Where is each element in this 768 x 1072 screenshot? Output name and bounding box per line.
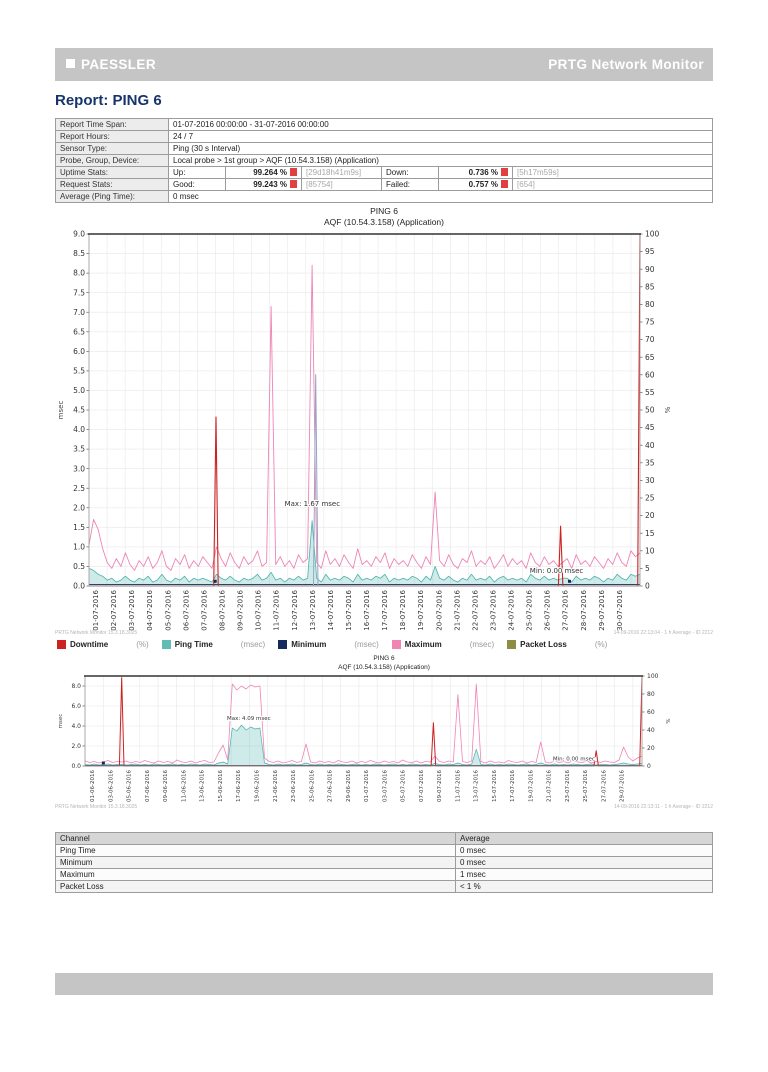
request-good-detail: [85754]: [302, 179, 382, 191]
chart-two-month: [55, 655, 713, 810]
svg-text:29-06-2016: 29-06-2016: [345, 769, 352, 802]
svg-text:%: %: [664, 406, 672, 414]
svg-text:13-07-2016: 13-07-2016: [308, 590, 317, 631]
svg-text:07-07-2016: 07-07-2016: [200, 590, 209, 631]
svg-text:100: 100: [645, 229, 660, 239]
summary-table-body: [56, 844, 713, 892]
svg-text:27-07-2016: 27-07-2016: [601, 769, 608, 802]
svg-text:%: %: [666, 718, 672, 724]
svg-text:35: 35: [645, 458, 655, 468]
svg-text:80: 80: [647, 691, 655, 699]
svg-text:11-07-2016: 11-07-2016: [455, 769, 462, 802]
svg-text:01-07-2016: 01-07-2016: [364, 769, 371, 802]
summary-channel-cell: Ping Time: [56, 844, 456, 856]
legend-unit: (%): [594, 640, 608, 650]
svg-text:13-07-2016: 13-07-2016: [473, 769, 480, 802]
svg-text:10-07-2016: 10-07-2016: [254, 590, 263, 631]
month-chart-plot: [55, 228, 713, 632]
svg-text:07-06-2016: 07-06-2016: [144, 769, 151, 802]
svg-text:06-07-2016: 06-07-2016: [182, 590, 191, 631]
info-row-device: [56, 155, 713, 167]
svg-text:23-06-2016: 23-06-2016: [291, 769, 297, 802]
chart-title-line1: PING 6: [370, 206, 398, 216]
summary-row: [56, 880, 713, 892]
svg-text:40: 40: [645, 440, 655, 450]
svg-text:09-07-2016: 09-07-2016: [236, 590, 245, 631]
legend-unit: (msec): [240, 640, 266, 650]
uptime-up-key: Up:: [169, 167, 226, 179]
svg-text:26-07-2016: 26-07-2016: [543, 590, 552, 631]
svg-text:21-07-2016: 21-07-2016: [546, 769, 553, 802]
legend-swatch: [162, 640, 171, 649]
svg-text:0.5: 0.5: [73, 562, 85, 572]
info-label: Report Time Span:: [56, 119, 169, 131]
svg-text:8.0: 8.0: [73, 268, 85, 278]
svg-text:15-06-2016: 15-06-2016: [218, 769, 224, 802]
svg-text:19-07-2016: 19-07-2016: [417, 590, 426, 631]
svg-text:40: 40: [647, 727, 655, 735]
request-failed-value: 0.757 %: [439, 179, 513, 191]
svg-text:21-06-2016: 21-06-2016: [272, 769, 279, 802]
svg-text:13-06-2016: 13-06-2016: [199, 769, 206, 802]
svg-text:10: 10: [645, 546, 655, 556]
chart-month: [55, 206, 713, 649]
uptime-down-bar: [501, 168, 508, 176]
svg-text:3.5: 3.5: [73, 444, 85, 454]
brand-label: PAESSLER: [81, 57, 156, 72]
svg-text:09-06-2016: 09-06-2016: [163, 769, 170, 802]
svg-text:24-07-2016: 24-07-2016: [507, 590, 516, 631]
channel-summary-table: [55, 832, 713, 893]
svg-text:20: 20: [647, 745, 655, 753]
svg-text:12-07-2016: 12-07-2016: [290, 590, 299, 631]
summary-header-average: Average: [456, 832, 713, 844]
svg-text:23-07-2016: 23-07-2016: [489, 590, 498, 631]
svg-text:9.0: 9.0: [73, 229, 85, 239]
svg-text:17-07-2016: 17-07-2016: [381, 590, 390, 631]
svg-text:30-07-2016: 30-07-2016: [615, 590, 624, 631]
info-row-hours: [56, 131, 713, 143]
chart-two-month-title: [55, 655, 713, 672]
svg-text:55: 55: [645, 388, 655, 398]
info-row-uptime: [56, 167, 713, 179]
info-label: Request Stats:: [56, 179, 169, 191]
svg-text:03-07-2016: 03-07-2016: [382, 769, 389, 802]
svg-text:17-06-2016: 17-06-2016: [236, 769, 243, 802]
svg-text:25: 25: [645, 493, 655, 503]
svg-text:msec: msec: [57, 400, 65, 420]
svg-text:08-07-2016: 08-07-2016: [218, 590, 227, 631]
summary-row: [56, 856, 713, 868]
paessler-brand: [64, 57, 156, 72]
uptime-up-value: 99.264 %: [226, 167, 302, 179]
request-failed-detail: [654]: [513, 179, 713, 191]
chart-title-line1: PING 6: [373, 655, 395, 663]
svg-text:04-07-2016: 04-07-2016: [146, 590, 155, 631]
uptime-up-bar: [290, 168, 297, 176]
svg-text:85: 85: [645, 282, 655, 292]
svg-text:6.0: 6.0: [73, 347, 85, 357]
svg-text:4.0: 4.0: [71, 723, 81, 731]
request-good-bar: [290, 180, 297, 188]
footer-bar: [55, 973, 713, 995]
svg-text:22-07-2016: 22-07-2016: [471, 590, 480, 631]
svg-text:msec: msec: [58, 713, 64, 729]
svg-text:0: 0: [647, 763, 651, 771]
svg-text:Min: 0.00 msec: Min: 0.00 msec: [552, 756, 595, 763]
legend-swatch: [392, 640, 401, 649]
info-value: 24 / 7: [169, 131, 713, 143]
svg-text:8.5: 8.5: [73, 249, 85, 259]
svg-text:0: 0: [645, 581, 650, 591]
svg-text:01-06-2016: 01-06-2016: [90, 769, 97, 802]
summary-header-channel: Channel: [56, 832, 456, 844]
legend-label: Downtime: [70, 640, 109, 650]
svg-text:29-07-2016: 29-07-2016: [619, 769, 626, 802]
svg-text:80: 80: [645, 300, 655, 310]
request-failed-bar: [501, 180, 508, 188]
report-page: [0, 48, 768, 995]
svg-text:05-07-2016: 05-07-2016: [400, 769, 407, 802]
svg-text:3.0: 3.0: [73, 464, 85, 474]
svg-text:19-07-2016: 19-07-2016: [528, 769, 535, 802]
svg-text:45: 45: [645, 423, 655, 433]
legend-swatch: [507, 640, 516, 649]
uptime-down-detail: [5h17m59s]: [513, 167, 713, 179]
svg-text:Max: 4.09 msec: Max: 4.09 msec: [227, 715, 271, 722]
info-label: Average (Ping Time):: [56, 191, 169, 203]
report-info-table: [55, 118, 713, 203]
svg-text:50: 50: [645, 405, 655, 415]
chart-timestamp-text: 14-09-2016 22:13:04 - 1 h Average - ID 2212: [613, 630, 713, 637]
svg-text:05-07-2016: 05-07-2016: [164, 590, 173, 631]
chart-two-month-meta: [55, 804, 713, 810]
svg-text:25-07-2016: 25-07-2016: [525, 590, 534, 631]
svg-text:8.0: 8.0: [71, 683, 81, 691]
svg-text:60: 60: [647, 709, 655, 717]
svg-text:29-07-2016: 29-07-2016: [597, 590, 606, 631]
svg-text:7.0: 7.0: [73, 307, 85, 317]
legend-swatch: [278, 640, 287, 649]
svg-text:17-07-2016: 17-07-2016: [510, 769, 517, 802]
info-label: Sensor Type:: [56, 143, 169, 155]
request-good-value: 99.243 %: [226, 179, 302, 191]
svg-text:100: 100: [647, 673, 659, 681]
svg-text:90: 90: [645, 264, 655, 274]
svg-text:02-07-2016: 02-07-2016: [110, 590, 119, 631]
summary-row: [56, 844, 713, 856]
info-row-average: [56, 191, 713, 203]
summary-channel-cell: Maximum: [56, 868, 456, 880]
svg-text:07-07-2016: 07-07-2016: [418, 769, 425, 802]
svg-text:5.0: 5.0: [73, 386, 85, 396]
svg-text:1.0: 1.0: [73, 542, 85, 552]
svg-text:65: 65: [645, 352, 655, 362]
prtg-version-text: PRTG Network Monitor 15.3.18.3025: [55, 630, 138, 637]
two-month-chart-plot: [55, 672, 713, 806]
svg-text:6.5: 6.5: [73, 327, 85, 337]
legend-label: Minimum: [291, 640, 327, 650]
legend-swatch: [57, 640, 66, 649]
chart-month-title: [55, 206, 713, 228]
info-label: Probe, Group, Device:: [56, 155, 169, 167]
svg-text:75: 75: [645, 317, 655, 327]
svg-text:0.0: 0.0: [71, 763, 81, 771]
svg-text:15-07-2016: 15-07-2016: [491, 769, 498, 802]
summary-row: [56, 868, 713, 880]
info-label: Uptime Stats:: [56, 167, 169, 179]
summary-average-cell: 0 msec: [456, 844, 713, 856]
svg-text:25-07-2016: 25-07-2016: [583, 769, 590, 802]
uptime-down-key: Down:: [382, 167, 439, 179]
summary-channel-cell: Minimum: [56, 856, 456, 868]
svg-text:03-06-2016: 03-06-2016: [108, 769, 115, 802]
svg-text:95: 95: [645, 247, 655, 257]
legend-label: Ping Time: [174, 640, 213, 650]
chart-title-line2: AQF (10.54.3.158) (Application): [338, 663, 430, 671]
svg-text:25-06-2016: 25-06-2016: [309, 769, 316, 802]
svg-text:1.5: 1.5: [73, 523, 85, 533]
summary-average-cell: 1 msec: [456, 868, 713, 880]
info-value: 0 msec: [169, 191, 713, 203]
svg-text:03-07-2016: 03-07-2016: [128, 590, 137, 631]
info-value: 01-07-2016 00:00:00 - 31-07-2016 00:00:00: [169, 119, 713, 131]
svg-text:4.0: 4.0: [73, 425, 85, 435]
legend-label: Maximum: [404, 640, 442, 650]
svg-text:4.5: 4.5: [73, 405, 85, 415]
legend-unit: (msec): [354, 640, 379, 650]
svg-text:2.5: 2.5: [73, 483, 85, 493]
svg-text:28-07-2016: 28-07-2016: [579, 590, 588, 631]
legend: [57, 640, 713, 649]
legend-label: Packet Loss: [520, 640, 567, 650]
svg-text:30: 30: [645, 476, 655, 486]
chart-timestamp-text: 14-09-2016 22:13:11 - 1 h Average - ID 2212: [613, 803, 713, 810]
svg-text:20-07-2016: 20-07-2016: [435, 590, 444, 631]
request-failed-key: Failed:: [382, 179, 439, 191]
svg-text:14-07-2016: 14-07-2016: [326, 590, 335, 631]
summary-average-cell: 0 msec: [456, 856, 713, 868]
info-value: Local probe > 1st group > AQF (10.54.3.158) (Application): [169, 155, 713, 167]
header-bar: [55, 48, 713, 81]
svg-text:Max: 1.67 msec: Max: 1.67 msec: [284, 499, 341, 508]
uptime-down-value: 0.736 %: [439, 167, 513, 179]
svg-text:0.0: 0.0: [73, 581, 85, 591]
svg-text:15-07-2016: 15-07-2016: [345, 590, 353, 631]
svg-text:5.5: 5.5: [73, 366, 85, 376]
summary-header-row: [56, 832, 713, 844]
svg-text:11-06-2016: 11-06-2016: [181, 769, 188, 802]
info-row-request: [56, 179, 713, 191]
svg-text:11-07-2016: 11-07-2016: [272, 590, 281, 631]
info-value: Ping (30 s Interval): [169, 143, 713, 155]
chart-title-line2: AQF (10.54.3.158) (Application): [323, 217, 444, 228]
svg-text:6.0: 6.0: [71, 703, 81, 711]
svg-text:2.0: 2.0: [71, 743, 81, 751]
svg-text:2.0: 2.0: [73, 503, 85, 513]
info-row-timespan: [56, 119, 713, 131]
svg-text:15: 15: [645, 528, 655, 538]
summary-average-cell: < 1 %: [456, 880, 713, 892]
prtg-version-text: PRTG Network Monitor 15.3.18.3025: [55, 803, 138, 810]
svg-text:09-07-2016: 09-07-2016: [437, 769, 444, 802]
svg-text:Min: 0.00 msec: Min: 0.00 msec: [529, 567, 584, 576]
svg-text:5: 5: [645, 564, 650, 574]
svg-text:05-06-2016: 05-06-2016: [126, 769, 133, 802]
summary-channel-cell: Packet Loss: [56, 880, 456, 892]
svg-text:23-07-2016: 23-07-2016: [565, 769, 571, 802]
paessler-logo-icon: [64, 59, 75, 70]
info-label: Report Hours:: [56, 131, 169, 143]
page-title: Report: PING 6: [55, 92, 162, 109]
info-row-sensor: [56, 143, 713, 155]
svg-text:21-07-2016: 21-07-2016: [453, 590, 462, 631]
svg-text:19-06-2016: 19-06-2016: [254, 769, 261, 802]
request-good-key: Good:: [169, 179, 226, 191]
svg-text:7.5: 7.5: [73, 288, 85, 298]
svg-text:60: 60: [645, 370, 655, 380]
legend-unit: (msec): [469, 640, 495, 650]
uptime-up-detail: [29d18h41m9s]: [302, 167, 382, 179]
svg-text:70: 70: [645, 335, 655, 345]
svg-text:16-07-2016: 16-07-2016: [363, 590, 371, 631]
svg-text:18-07-2016: 18-07-2016: [399, 590, 408, 631]
svg-text:01-07-2016: 01-07-2016: [92, 590, 100, 631]
svg-text:27-07-2016: 27-07-2016: [561, 590, 570, 631]
svg-text:20: 20: [645, 511, 655, 521]
product-name: PRTG Network Monitor: [548, 57, 704, 72]
svg-text:27-06-2016: 27-06-2016: [327, 769, 334, 802]
legend-unit: (%): [136, 640, 149, 650]
